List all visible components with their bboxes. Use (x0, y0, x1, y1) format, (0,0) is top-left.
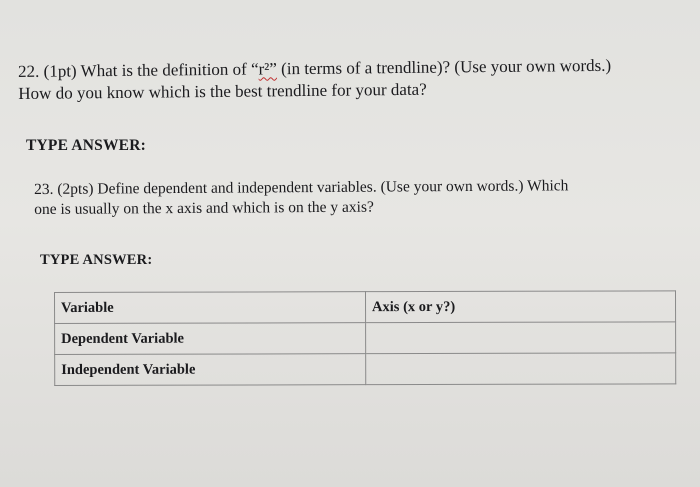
type-answer-label-22: TYPE ANSWER: (26, 137, 146, 154)
question-22 (18, 54, 658, 105)
variables-table (54, 290, 676, 386)
r-squared-term: r²” (258, 59, 277, 79)
row-independent-variable: Independent Variable (55, 354, 366, 386)
table-header-row (55, 291, 676, 324)
question-23 (34, 176, 654, 221)
header-axis: Axis (x or y?) (366, 291, 676, 323)
question-22-line-2: How do you know which is the best trendline for your data? (18, 79, 427, 104)
table-row (55, 353, 676, 386)
question-22-text-start: 22. (1pt) What is the definition of “ (18, 59, 259, 81)
question-23-line-1: 23. (2pts) Define dependent and independent variables. (Use your own words.) Which (34, 177, 569, 198)
type-answer-label-23: TYPE ANSWER: (40, 252, 153, 268)
table-row (55, 322, 676, 355)
row-dependent-variable: Dependent Variable (55, 323, 366, 355)
question-22-text-end: (in terms of a trendline)? (Use your own words.) (276, 55, 612, 79)
header-variable: Variable (55, 292, 366, 324)
dependent-axis-answer-cell[interactable] (366, 322, 676, 354)
question-23-line-2: one is usually on the x axis and which is on the y axis? (34, 198, 374, 219)
independent-axis-answer-cell[interactable] (366, 353, 676, 385)
